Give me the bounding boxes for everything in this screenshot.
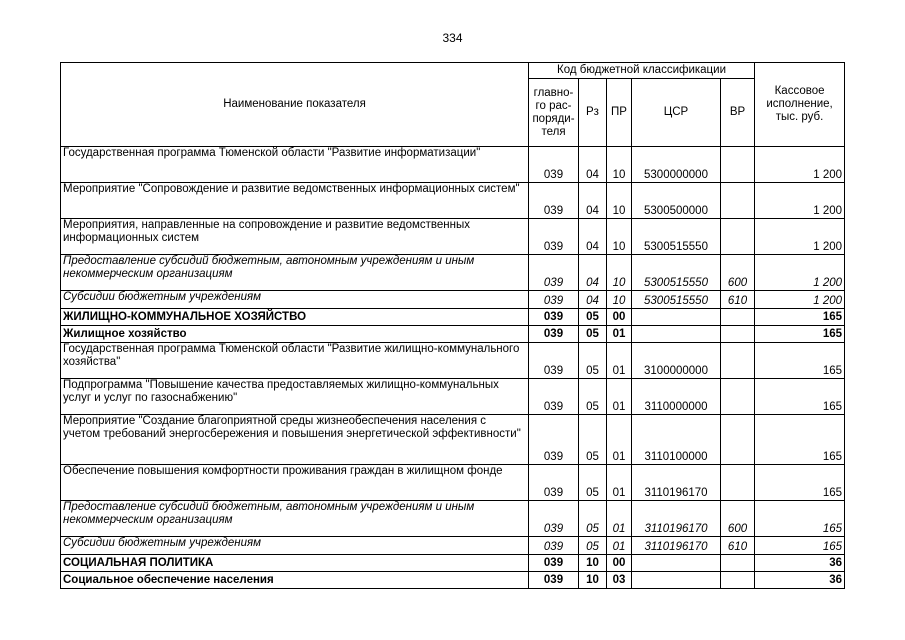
row-name: Предоставление субсидий бюджетным, автономным учреждениям и иным некоммерческим организациям — [61, 501, 529, 537]
row-pr: 00 — [607, 555, 632, 572]
row-amount: 165 — [755, 465, 845, 501]
row-csr: 3110100000 — [632, 415, 721, 465]
table-row — [61, 219, 845, 255]
row-glavny: 039 — [529, 147, 579, 183]
row-amount: 36 — [755, 572, 845, 589]
row-amount: 1 200 — [755, 183, 845, 219]
row-glavny: 039 — [529, 379, 579, 415]
row-rz: 05 — [579, 415, 607, 465]
row-amount: 1 200 — [755, 291, 845, 309]
table-body — [61, 147, 845, 589]
table-row — [61, 501, 845, 537]
row-pr: 01 — [607, 343, 632, 379]
row-rz: 04 — [579, 219, 607, 255]
row-csr: 5300500000 — [632, 183, 721, 219]
header-glavny: главно-го рас-поряди-теля — [529, 79, 579, 147]
row-csr: 3110000000 — [632, 379, 721, 415]
row-name: Государственная программа Тюменской области "Развитие информатизации" — [61, 147, 529, 183]
row-glavny: 039 — [529, 415, 579, 465]
row-glavny: 039 — [529, 465, 579, 501]
row-csr — [632, 572, 721, 589]
row-rz: 05 — [579, 309, 607, 326]
row-amount: 1 200 — [755, 255, 845, 291]
row-csr: 3110196170 — [632, 465, 721, 501]
row-pr: 10 — [607, 147, 632, 183]
row-pr: 03 — [607, 572, 632, 589]
row-glavny: 039 — [529, 291, 579, 309]
row-amount: 1 200 — [755, 147, 845, 183]
row-vr — [721, 415, 755, 465]
row-pr: 10 — [607, 291, 632, 309]
table-row — [61, 379, 845, 415]
row-amount: 165 — [755, 379, 845, 415]
row-amount: 36 — [755, 555, 845, 572]
row-pr: 01 — [607, 379, 632, 415]
row-vr: 610 — [721, 537, 755, 555]
row-rz: 05 — [579, 326, 607, 343]
row-name: Подпрограмма "Повышение качества предоставляемых жилищно-коммунальных услуг и услуг по газоснабжению" — [61, 379, 529, 415]
row-csr — [632, 309, 721, 326]
row-glavny: 039 — [529, 183, 579, 219]
row-csr — [632, 326, 721, 343]
row-vr — [721, 183, 755, 219]
row-vr — [721, 572, 755, 589]
header-vr: ВР — [721, 79, 755, 147]
row-pr: 01 — [607, 326, 632, 343]
row-vr — [721, 465, 755, 501]
table-row — [61, 291, 845, 309]
row-vr: 600 — [721, 501, 755, 537]
row-name: Жилищное хозяйство — [61, 326, 529, 343]
row-glavny: 039 — [529, 326, 579, 343]
row-amount: 1 200 — [755, 219, 845, 255]
row-vr: 610 — [721, 291, 755, 309]
table-row — [61, 415, 845, 465]
row-amount: 165 — [755, 537, 845, 555]
row-pr: 10 — [607, 255, 632, 291]
row-name: Предоставление субсидий бюджетным, автономным учреждениям и иным некоммерческим организациям — [61, 255, 529, 291]
row-rz: 04 — [579, 183, 607, 219]
table-row — [61, 255, 845, 291]
row-name: СОЦИАЛЬНАЯ ПОЛИТИКА — [61, 555, 529, 572]
row-name: ЖИЛИЩНО-КОММУНАЛЬНОЕ ХОЗЯЙСТВО — [61, 309, 529, 326]
row-pr: 10 — [607, 183, 632, 219]
row-vr: 600 — [721, 255, 755, 291]
row-glavny: 039 — [529, 309, 579, 326]
table-row — [61, 537, 845, 555]
row-glavny: 039 — [529, 572, 579, 589]
row-pr: 01 — [607, 537, 632, 555]
header-amount: Кассовое исполнение, тыс. руб. — [755, 63, 845, 147]
row-rz: 04 — [579, 147, 607, 183]
row-csr: 3100000000 — [632, 343, 721, 379]
row-rz: 10 — [579, 572, 607, 589]
table-row — [61, 555, 845, 572]
row-pr: 01 — [607, 415, 632, 465]
header-pr: ПР — [607, 79, 632, 147]
row-amount: 165 — [755, 343, 845, 379]
row-amount: 165 — [755, 415, 845, 465]
row-csr: 5300000000 — [632, 147, 721, 183]
header-classification-group: Код бюджетной классификации — [529, 63, 755, 79]
row-pr: 01 — [607, 465, 632, 501]
row-vr — [721, 326, 755, 343]
row-rz: 05 — [579, 343, 607, 379]
row-name: Обеспечение повышения комфортности проживания граждан в жилищном фонде — [61, 465, 529, 501]
row-name: Субсидии бюджетным учреждениям — [61, 291, 529, 309]
row-vr — [721, 555, 755, 572]
row-vr — [721, 379, 755, 415]
row-vr — [721, 309, 755, 326]
row-rz: 05 — [579, 465, 607, 501]
row-amount: 165 — [755, 309, 845, 326]
row-glavny: 039 — [529, 537, 579, 555]
header-rz: Рз — [579, 79, 607, 147]
page-number: 334 — [442, 31, 463, 45]
table-row — [61, 309, 845, 326]
row-name: Субсидии бюджетным учреждениям — [61, 537, 529, 555]
row-name: Мероприятие "Создание благоприятной среды жизнеобеспечения населения с учетом требований энергосбережения и повышения энергетической эффективности" — [61, 415, 529, 465]
row-rz: 10 — [579, 555, 607, 572]
row-rz: 05 — [579, 379, 607, 415]
row-rz: 05 — [579, 537, 607, 555]
row-csr — [632, 555, 721, 572]
row-name: Мероприятие "Сопровождение и развитие ведомственных информационных систем" — [61, 183, 529, 219]
table-row — [61, 326, 845, 343]
row-name: Мероприятия, направленные на сопровождение и развитие ведомственных информационных систем — [61, 219, 529, 255]
header-csr: ЦСР — [632, 79, 721, 147]
table-row — [61, 572, 845, 589]
table-row — [61, 183, 845, 219]
row-csr: 3110196170 — [632, 501, 721, 537]
row-name: Государственная программа Тюменской области "Развитие жилищно-коммунального хозяйства" — [61, 343, 529, 379]
row-csr: 3110196170 — [632, 537, 721, 555]
table-row — [61, 343, 845, 379]
row-rz: 04 — [579, 291, 607, 309]
budget-table — [60, 62, 845, 589]
row-vr — [721, 219, 755, 255]
row-rz: 05 — [579, 501, 607, 537]
row-rz: 04 — [579, 255, 607, 291]
header-name: Наименование показателя — [61, 63, 529, 147]
row-vr — [721, 343, 755, 379]
row-amount: 165 — [755, 326, 845, 343]
row-glavny: 039 — [529, 219, 579, 255]
row-glavny: 039 — [529, 555, 579, 572]
row-pr: 10 — [607, 219, 632, 255]
table-row — [61, 465, 845, 501]
row-glavny: 039 — [529, 255, 579, 291]
row-csr: 5300515550 — [632, 255, 721, 291]
row-vr — [721, 147, 755, 183]
row-csr: 5300515550 — [632, 219, 721, 255]
row-glavny: 039 — [529, 343, 579, 379]
row-glavny: 039 — [529, 501, 579, 537]
row-pr: 00 — [607, 309, 632, 326]
row-name: Социальное обеспечение населения — [61, 572, 529, 589]
row-csr: 5300515550 — [632, 291, 721, 309]
row-pr: 01 — [607, 501, 632, 537]
table-row — [61, 147, 845, 183]
row-amount: 165 — [755, 501, 845, 537]
